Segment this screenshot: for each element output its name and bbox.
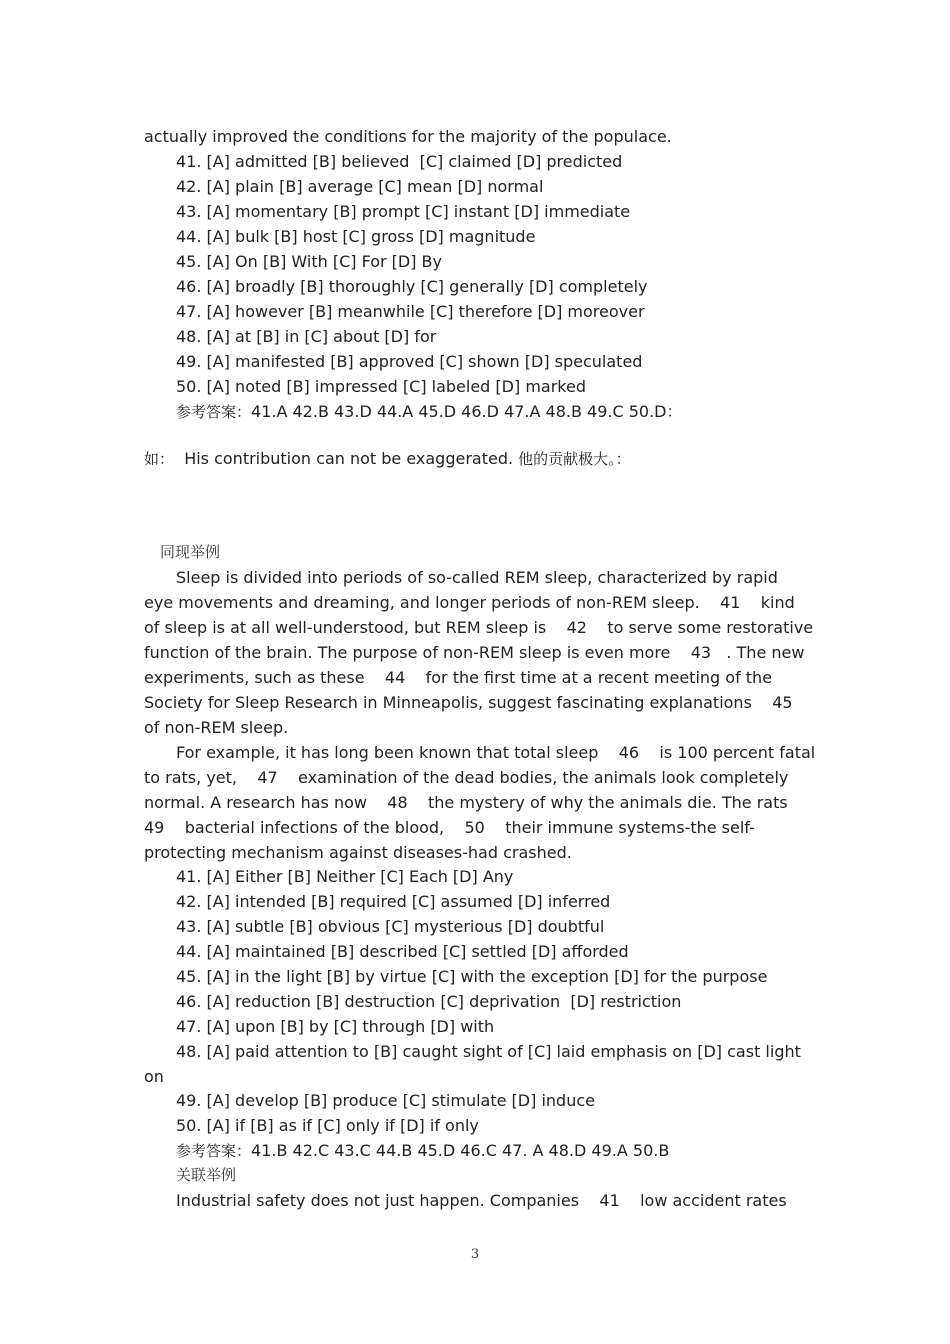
option-line-42: 42. [A] plain [B] average [C] mean [D] normal [176, 177, 544, 196]
passage-line: normal. A research has now 48 the mystery of why the animals die. The rats [144, 793, 788, 812]
section-heading-correlation: 关联举例 [176, 1166, 237, 1184]
passage-line: of non-REM sleep. [144, 718, 289, 737]
option-line-41: 41. [A] Either [B] Neither [C] Each [D] Any [176, 867, 514, 886]
option-line-45: 45. [A] in the light [B] by virtue [C] with the exception [D] for the purpose [176, 967, 768, 986]
answer-key [176, 1138, 669, 1164]
option-line-46: 46. [A] reduction [B] destruction [C] deprivation [D] restriction [176, 992, 682, 1011]
option-line-50: 50. [A] if [B] as if [C] only if [D] if only [176, 1116, 479, 1135]
option-line-43: 43. [A] momentary [B] prompt [C] instant [D] immediate [176, 202, 631, 221]
answer-key-text: 41.A 42.B 43.D 44.A 45.D 46.D 47.A 48.B 49.C 50.D： [251, 402, 683, 421]
option-line-42: 42. [A] intended [B] required [C] assumed [D] inferred [176, 892, 611, 911]
passage-line: Industrial safety does not just happen. Companies 41 low accident rates [176, 1191, 787, 1210]
passage-line: eye movements and dreaming, and longer periods of non-REM sleep. 41 kind [144, 593, 795, 612]
passage-line: Society for Sleep Research in Minneapolis, suggest fascinating explanations 45 [144, 693, 793, 712]
answer-key [176, 399, 683, 425]
option-line-48: 48. [A] at [B] in [C] about [D] for [176, 327, 437, 346]
passage-line: to rats, yet, 47 examination of the dead bodies, the animals look completely [144, 768, 789, 787]
option-line-43: 43. [A] subtle [B] obvious [C] mysterious [D] doubtful [176, 917, 605, 936]
option-line-41: 41. [A] admitted [B] believed [C] claimed [D] predicted [176, 152, 623, 171]
passage-line: For example, it has long been known that total sleep 46 is 100 percent fatal [176, 743, 816, 762]
option-line-44: 44. [A] bulk [B] host [C] gross [D] magnitude [176, 227, 536, 246]
example-note-chinese: 他的贡献极大。： [518, 450, 631, 468]
example-note-prefix: 如： [144, 450, 175, 468]
option-line-44: 44. [A] maintained [B] described [C] settled [D] afforded [176, 942, 629, 961]
option-line-47: 47. [A] upon [B] by [C] through [D] with [176, 1017, 495, 1036]
passage-line: function of the brain. The purpose of non-REM sleep is even more 43 . The new [144, 643, 805, 662]
option-line-47: 47. [A] however [B] meanwhile [C] therefore [D] moreover [176, 302, 645, 321]
page-number: 3 [470, 1247, 480, 1262]
example-note [144, 446, 631, 472]
passage-line: 49 bacterial infections of the blood, 50 their immune systems-the self- [144, 818, 755, 837]
option-line-50: 50. [A] noted [B] impressed [C] labeled [D] marked [176, 377, 586, 396]
option-line-49: 49. [A] develop [B] produce [C] stimulate [D] induce [176, 1091, 595, 1110]
passage-line: experiments, such as these 44 for the first time at a recent meeting of the [144, 668, 773, 687]
section-heading-cooccurrence: 同现举例 [160, 543, 221, 561]
option-line-48: 48. [A] paid attention to [B] caught sight of [C] laid emphasis on [D] cast light [176, 1042, 801, 1061]
option-line-49: 49. [A] manifested [B] approved [C] shown [D] speculated [176, 352, 643, 371]
passage-continuation: actually improved the conditions for the majority of the populace. [144, 127, 672, 146]
passage-line: protecting mechanism against diseases-had crashed. [144, 843, 572, 862]
passage-line: Sleep is divided into periods of so-called REM sleep, characterized by rapid [176, 568, 778, 587]
example-note-english: His contribution can not be exaggerated. [174, 449, 519, 468]
answer-key-text: 41.B 42.C 43.C 44.B 45.D 46.C 47. A 48.D 49.A 50.B [251, 1141, 670, 1160]
option-line-48-wrap: on [144, 1067, 164, 1086]
option-line-46: 46. [A] broadly [B] thoroughly [C] generally [D] completely [176, 277, 648, 296]
answer-key-label: 参考答案： [176, 1142, 252, 1160]
answer-key-label: 参考答案： [176, 403, 252, 421]
option-line-45: 45. [A] On [B] With [C] For [D] By [176, 252, 442, 271]
passage-line: of sleep is at all well-understood, but REM sleep is 42 to serve some restorative [144, 618, 814, 637]
